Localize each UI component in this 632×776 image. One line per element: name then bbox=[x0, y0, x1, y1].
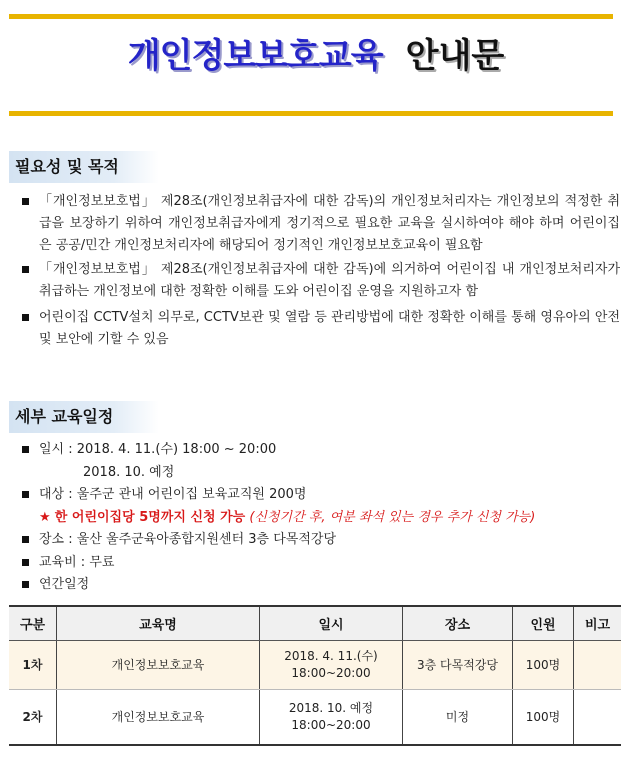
square-bullet-icon bbox=[22, 446, 29, 453]
cell-round: 1차 bbox=[9, 641, 57, 690]
notice-line bbox=[39, 508, 535, 528]
cell-date-time: 18:00~20:00 bbox=[291, 718, 371, 732]
fee-text: 교육비 : 무료 bbox=[39, 555, 115, 570]
list-item-date bbox=[22, 439, 620, 461]
table-header-row bbox=[9, 606, 621, 641]
cell-count: 100명 bbox=[513, 690, 574, 746]
cell-count: 100명 bbox=[513, 641, 574, 690]
square-bullet-icon bbox=[22, 559, 29, 566]
cell-note bbox=[574, 690, 622, 746]
square-bullet-icon bbox=[22, 536, 29, 543]
cell-name: 개인정보보호교육 bbox=[57, 641, 260, 690]
cell-note bbox=[574, 641, 622, 690]
header-round: 구분 bbox=[9, 606, 57, 641]
schedule-table bbox=[9, 605, 621, 746]
section-heading-schedule: 세부 교육일정 bbox=[9, 401, 159, 433]
notice-italic: (신청기간 후, 여분 좌석 있는 경우 추가 신청 가능) bbox=[249, 510, 536, 525]
date-line-second: 2018. 10. 예정 bbox=[83, 465, 175, 480]
header-date: 일시 bbox=[260, 606, 403, 641]
square-bullet-icon bbox=[22, 314, 29, 321]
table-row bbox=[9, 641, 621, 690]
cell-date-day: 2018. 10. 예정 bbox=[288, 701, 374, 715]
annual-text: 연간일정 bbox=[39, 577, 90, 592]
list-item bbox=[22, 191, 620, 257]
header-name: 교육명 bbox=[57, 606, 260, 641]
document-title bbox=[0, 28, 632, 77]
cell-date bbox=[260, 690, 403, 746]
list-item bbox=[22, 259, 620, 303]
table-row bbox=[9, 690, 621, 746]
square-bullet-icon bbox=[22, 581, 29, 588]
cell-place: 미정 bbox=[403, 690, 513, 746]
bottom-accent-bar bbox=[9, 111, 613, 116]
date-line: 일시 : 2018. 4. 11.(수) 18:00 ~ 20:00 bbox=[39, 442, 277, 457]
square-bullet-icon bbox=[22, 266, 29, 273]
target-text: 대상 : 울주군 관내 어린이집 보육교직원 200명 bbox=[39, 487, 307, 502]
list-item-fee bbox=[22, 552, 620, 574]
cell-date bbox=[260, 641, 403, 690]
star-icon: ★ bbox=[39, 510, 51, 525]
list-item-text: 어린이집 CCTV설치 의무로, CCTV보관 및 열람 등 관리방법에 대한 정확한 이해를 통해 영유아의 안전 및 보안에 기할 수 있음 bbox=[39, 310, 620, 347]
cell-place: 3층 다목적강당 bbox=[403, 641, 513, 690]
list-item-annual bbox=[22, 574, 620, 596]
cell-date-time: 18:00~20:00 bbox=[291, 666, 371, 680]
place-text: 장소 : 울산 울주군육아종합지원센터 3층 다목적강당 bbox=[39, 532, 337, 547]
notice-strong: 한 어린이집당 5명까지 신청 가능 bbox=[54, 510, 246, 525]
header-count: 인원 bbox=[513, 606, 574, 641]
header-note: 비고 bbox=[574, 606, 622, 641]
top-accent-bar bbox=[9, 14, 613, 19]
cell-round: 2차 bbox=[9, 690, 57, 746]
cell-name: 개인정보보호교육 bbox=[57, 690, 260, 746]
square-bullet-icon bbox=[22, 491, 29, 498]
square-bullet-icon bbox=[22, 198, 29, 205]
title-main: 개인정보보호교육 bbox=[127, 36, 383, 76]
cell-date-day: 2018. 4. 11.(수) bbox=[284, 649, 378, 663]
list-item-text: 「개인정보보호법」 제28조(개인정보취급자에 대한 감독)에 의거하여 어린이집 내 개인정보처리자가 취급하는 개인정보에 대한 정확한 이해를 도와 어린이집 운영을 지원하고자 함 bbox=[39, 262, 620, 299]
list-item bbox=[22, 307, 620, 351]
title-sub: 안내문 bbox=[405, 36, 505, 76]
list-item-target bbox=[22, 484, 620, 506]
list-item-text: 「개인정보보호법」 제28조(개인정보취급자에 대한 감독)의 개인정보처리자는 개인정보의 적정한 취급을 보장하기 위하여 개인정보취급자에게 정기적으로 필요한 교육을 실시하여야 해야 하며 어린이집은 공공/민간 개인정보처리자에 해당되어 정기적인 개인정보보호교육이 필요함 bbox=[39, 194, 620, 253]
header-place: 장소 bbox=[403, 606, 513, 641]
section-heading-purpose: 필요성 및 목적 bbox=[9, 151, 159, 183]
list-item-place bbox=[22, 529, 620, 551]
